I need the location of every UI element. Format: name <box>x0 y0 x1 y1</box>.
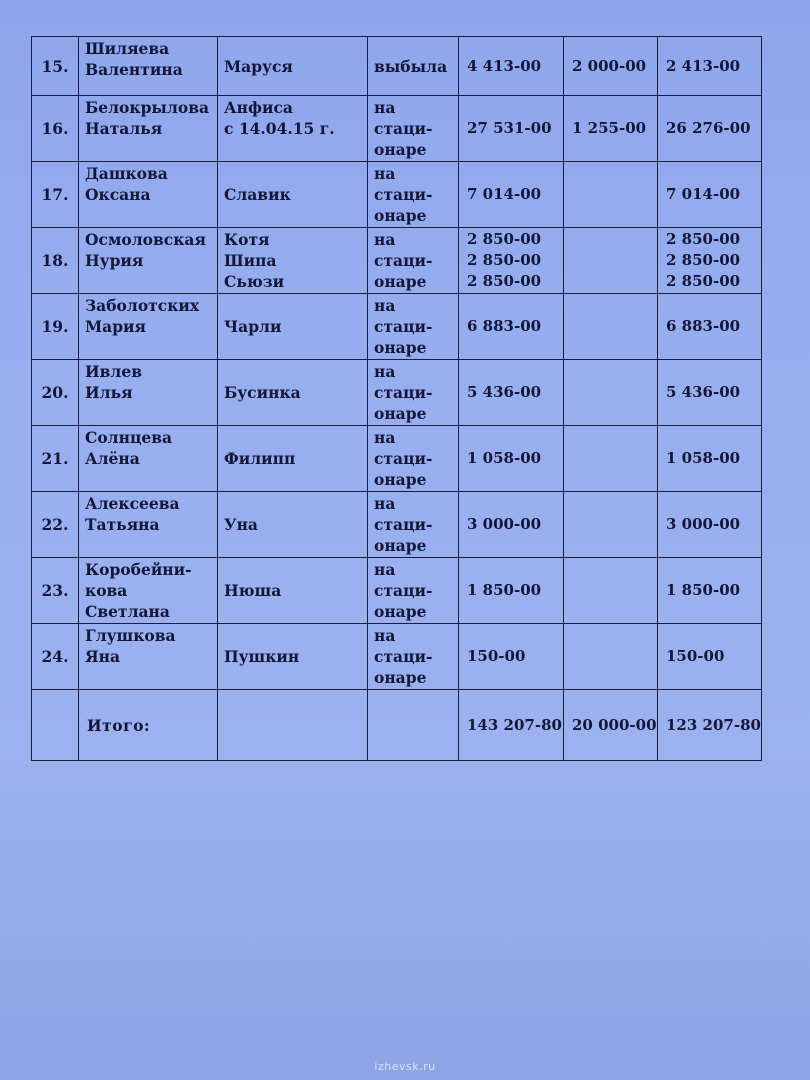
due-amount-cell <box>658 426 762 492</box>
total-amount: 1 058-00 <box>467 449 542 467</box>
status-text: на <box>374 230 396 249</box>
owner-name: Глушкова <box>85 626 176 645</box>
status-text: онаре <box>374 668 427 687</box>
row-number: 16. <box>41 119 69 138</box>
due-amount: 150-00 <box>666 647 725 665</box>
row-number: 18. <box>41 251 69 270</box>
total-amount: 27 531-00 <box>467 119 552 137</box>
owner-name-cell <box>79 624 218 690</box>
totals-num-cell <box>32 690 79 761</box>
paid-amount-cell <box>564 624 658 690</box>
due-amount-cell <box>658 624 762 690</box>
row-number-cell <box>32 96 79 162</box>
pet-name-cell <box>218 228 368 294</box>
owner-name: Валентина <box>85 60 183 79</box>
pet-name-cell <box>218 426 368 492</box>
status-text-cell <box>368 624 459 690</box>
pet-name: Анфиса <box>224 98 293 117</box>
status-text: на <box>374 164 396 183</box>
totals-paid-amount: 20 000-00 <box>564 690 658 761</box>
status-text: стаци- <box>374 185 433 204</box>
status-text: онаре <box>374 536 427 555</box>
total-amount: 2 850-00 <box>467 272 542 290</box>
row-number: 19. <box>41 317 69 336</box>
owner-name-cell <box>79 426 218 492</box>
owner-name: Дашкова <box>85 164 168 183</box>
total-amount-cell <box>459 492 564 558</box>
row-number: 17. <box>41 185 69 204</box>
pet-name: Шипа <box>224 251 277 270</box>
totals-total-amount: 143 207-80 <box>459 690 564 761</box>
table-row <box>32 228 762 294</box>
row-number-cell <box>32 624 79 690</box>
due-amount: 2 850-00 <box>666 230 741 248</box>
status-text: стаци- <box>374 449 433 468</box>
total-amount: 6 883-00 <box>467 317 542 335</box>
pet-name: Чарли <box>224 317 282 336</box>
status-text: онаре <box>374 272 427 291</box>
owner-name-cell <box>79 96 218 162</box>
owner-name: Заболотских <box>85 296 200 315</box>
owner-name-cell <box>79 558 218 624</box>
status-text: на <box>374 362 396 381</box>
table-body <box>32 37 762 761</box>
total-amount-cell <box>459 294 564 360</box>
paid-amount: 1 255-00 <box>572 119 647 137</box>
status-text-cell <box>368 96 459 162</box>
pet-name-cell <box>218 558 368 624</box>
total-amount: 4 413-00 <box>467 56 542 75</box>
status-text: онаре <box>374 140 427 159</box>
totals-row <box>32 690 762 761</box>
status-text: онаре <box>374 206 427 225</box>
paid-amount-cell <box>564 37 658 96</box>
due-amount-cell <box>658 492 762 558</box>
pet-name: Сьюзи <box>224 272 285 291</box>
status-text: онаре <box>374 338 427 357</box>
pet-name-cell <box>218 37 368 96</box>
row-number: 21. <box>41 449 69 468</box>
pet-name: Пушкин <box>224 647 300 666</box>
status-text: на <box>374 626 396 645</box>
owner-name: Коробейни- <box>85 560 192 579</box>
status-text: стаци- <box>374 383 433 402</box>
total-amount: 5 436-00 <box>467 383 542 401</box>
total-amount: 150-00 <box>467 647 526 665</box>
paid-amount-cell <box>564 492 658 558</box>
pet-name: Бусинка <box>224 383 301 402</box>
due-amount-cell <box>658 96 762 162</box>
total-amount-cell <box>459 96 564 162</box>
owner-name: Илья <box>85 383 133 402</box>
totals-label: Итого: <box>79 690 218 761</box>
row-number-cell <box>32 492 79 558</box>
status-text: стаци- <box>374 647 433 666</box>
table-row <box>32 360 762 426</box>
status-text: выбыла <box>374 56 448 76</box>
table-row <box>32 96 762 162</box>
pet-fees-table <box>31 36 762 761</box>
paid-amount: 2 000-00 <box>572 56 647 75</box>
owner-name-cell <box>79 360 218 426</box>
row-number-cell <box>32 294 79 360</box>
pet-name: Уна <box>224 515 258 534</box>
due-amount: 7 014-00 <box>666 185 741 203</box>
row-number-cell <box>32 426 79 492</box>
row-number: 15. <box>41 56 69 76</box>
status-text: онаре <box>374 470 427 489</box>
total-amount: 2 850-00 <box>467 251 542 269</box>
status-text: на <box>374 428 396 447</box>
status-text: стаци- <box>374 317 433 336</box>
owner-name-cell <box>79 492 218 558</box>
due-amount-cell <box>658 360 762 426</box>
status-text: стаци- <box>374 515 433 534</box>
status-text-cell <box>368 426 459 492</box>
table-row <box>32 294 762 360</box>
due-amount: 2 413-00 <box>666 56 741 75</box>
due-amount: 2 850-00 <box>666 251 741 269</box>
total-amount-cell <box>459 426 564 492</box>
row-number-cell <box>32 228 79 294</box>
row-number: 20. <box>41 383 69 402</box>
total-amount: 1 850-00 <box>467 581 542 599</box>
pet-name: Нюша <box>224 581 282 600</box>
table-row <box>32 624 762 690</box>
due-amount-cell <box>658 37 762 96</box>
pet-name: Славик <box>224 185 291 204</box>
owner-name: Осмоловская <box>85 230 206 249</box>
paid-amount-cell <box>564 294 658 360</box>
owner-name: Татьяна <box>85 515 160 534</box>
total-amount-cell <box>459 360 564 426</box>
row-number: 23. <box>41 581 69 600</box>
owner-name-cell <box>79 228 218 294</box>
status-text-cell <box>368 492 459 558</box>
due-amount: 5 436-00 <box>666 383 741 401</box>
due-amount-cell <box>658 294 762 360</box>
row-number: 22. <box>41 515 69 534</box>
totals-pet-cell <box>218 690 368 761</box>
table-row <box>32 492 762 558</box>
pet-name-cell <box>218 624 368 690</box>
status-text: онаре <box>374 602 427 621</box>
table-row <box>32 426 762 492</box>
status-text: на <box>374 296 396 315</box>
pet-name-cell <box>218 294 368 360</box>
status-text-cell <box>368 360 459 426</box>
total-amount-cell <box>459 558 564 624</box>
status-text: онаре <box>374 404 427 423</box>
owner-name: кова <box>85 581 128 600</box>
total-amount: 2 850-00 <box>467 230 542 248</box>
status-text: на <box>374 560 396 579</box>
due-amount-cell <box>658 162 762 228</box>
pet-name-cell <box>218 360 368 426</box>
status-text: стаци- <box>374 119 433 138</box>
pet-name: Котя <box>224 230 270 249</box>
row-number-cell <box>32 162 79 228</box>
paid-amount-cell <box>564 558 658 624</box>
table-row <box>32 558 762 624</box>
due-amount: 26 276-00 <box>666 119 751 137</box>
due-amount: 1 850-00 <box>666 581 741 599</box>
totals-due-amount: 123 207-80 <box>658 690 762 761</box>
status-text-cell <box>368 162 459 228</box>
owner-name: Оксана <box>85 185 151 204</box>
owner-name: Мария <box>85 317 146 336</box>
owner-name: Белокрылова <box>85 98 210 117</box>
status-text: на <box>374 98 396 117</box>
owner-name: Светлана <box>85 602 170 621</box>
owner-name: Солнцева <box>85 428 173 447</box>
pet-name-cell <box>218 162 368 228</box>
pet-name: Филипп <box>224 449 296 468</box>
total-amount-cell <box>459 624 564 690</box>
owner-name: Шиляева <box>85 39 170 58</box>
pet-name-cell <box>218 492 368 558</box>
row-number-cell <box>32 558 79 624</box>
paid-amount-cell <box>564 426 658 492</box>
pet-name-cell <box>218 96 368 162</box>
row-number: 24. <box>41 647 69 666</box>
site-watermark: izhevsk.ru <box>374 1060 436 1073</box>
table-row <box>32 162 762 228</box>
status-text: стаци- <box>374 251 433 270</box>
due-amount: 1 058-00 <box>666 449 741 467</box>
paid-amount-cell <box>564 360 658 426</box>
due-amount: 6 883-00 <box>666 317 741 335</box>
table-row <box>32 37 762 96</box>
owner-name: Яна <box>85 647 121 666</box>
paid-amount-cell <box>564 96 658 162</box>
owner-name: Наталья <box>85 119 163 138</box>
total-amount-cell <box>459 228 564 294</box>
total-amount: 7 014-00 <box>467 185 542 203</box>
status-text-cell <box>368 558 459 624</box>
owner-name: Нурия <box>85 251 144 270</box>
due-amount-cell <box>658 558 762 624</box>
due-amount: 3 000-00 <box>666 515 741 533</box>
totals-status-cell <box>368 690 459 761</box>
status-text-cell <box>368 37 459 96</box>
row-number-cell <box>32 360 79 426</box>
total-amount: 3 000-00 <box>467 515 542 533</box>
owner-name-cell <box>79 162 218 228</box>
status-text-cell <box>368 294 459 360</box>
paid-amount-cell <box>564 162 658 228</box>
status-text-cell <box>368 228 459 294</box>
owner-name-cell <box>79 294 218 360</box>
paid-amount-cell <box>564 228 658 294</box>
pet-name: с 14.04.15 г. <box>224 119 335 138</box>
due-amount: 2 850-00 <box>666 272 741 290</box>
total-amount-cell <box>459 37 564 96</box>
owner-name: Ивлев <box>85 362 142 381</box>
owner-name: Алексеева <box>85 494 180 513</box>
due-amount-cell <box>658 228 762 294</box>
status-text: стаци- <box>374 581 433 600</box>
row-number-cell <box>32 37 79 96</box>
total-amount-cell <box>459 162 564 228</box>
owner-name: Алёна <box>85 449 140 468</box>
status-text: на <box>374 494 396 513</box>
owner-name-cell <box>79 37 218 96</box>
pet-name: Маруся <box>224 56 293 76</box>
